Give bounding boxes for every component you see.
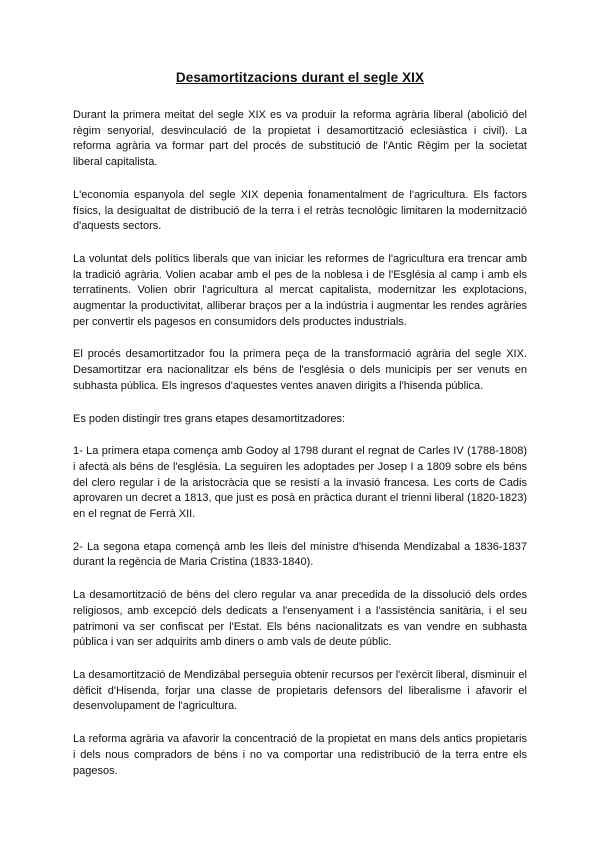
document-body: [73, 108, 527, 796]
paragraph-stages-intro: Es poden distingir tres grans etapes desamortitzadores:: [73, 412, 346, 425]
document-title: Desamortitzacions durant el segle XIX: [175, 70, 425, 85]
paragraph-clergy-assets: La desamortització de béns del clero regular va anar precedida de la dissolució dels ordes religiosos, amb excepció dels dedicats a l'ensenyament i a l'assistència sanitària, i el seu patrimoni va ser confiscat per l'Estat. Els béns nacionalitzats es van vendre en subhasta pública i van ser adquirits amb diners o amb vals de deute públic.: [73, 589, 527, 649]
paragraph-intro: Durant la primera meitat del segle XIX es va produir la reforma agrària liberal (abolició del règim senyorial, desvinculació de la propietat i desamortització eclesiàstica i civil). La reforma agrària va formar part del procés de substitució de l'Antic Règim per la societat liberal capitalista.: [73, 109, 527, 169]
paragraph-second-stage: 2- La segona etapa començà amb les lleis del ministre d'hisenda Mendizabal a 1836-1837 durant la regència de Maria Cristina (1833-1840).: [73, 540, 527, 569]
paragraph-liberal-politics: La voluntat dels polítics liberals que van iniciar les reformes de l'agricultura era trencar amb la tradició agrària. Volien acabar amb el pes de la noblesa i de l'Església al camp i amb els terratinents. Volien obrir l'agricultura al mercat capitalista, modernitzar les explotacions, augmentar la productivitat, alliberar braços per a la indústria i augmentar les rendes agràries per convertir els pagesos en consumidors dels productes industrials.: [73, 252, 527, 328]
paragraph-economy: L'economia espanyola del segle XIX depenia fonamentalment de l'agricultura. Els factors físics, la desigualtat de distribució de la terra i el retràs tecnològic limitaren la modernització d'aquests sectors.: [73, 188, 527, 233]
paragraph-first-stage: 1- La primera etapa comença amb Godoy al 1798 durant el regnat de Carles IV (1788-1808) i afectà als béns de l'església. La seguiren les adoptades per Josep I a 1809 sobre els béns del clero regular i de la aristocràcia que se resistí a la invasió francesa. Les corts de Cadis aprovaren un decret a 1813, que just es posà en pràctica durant el trienni liberal (1820-1823) en el regnat de Ferrà XII.: [73, 445, 527, 521]
paragraph-mendizabal-goals: La desamortització de Mendizábal perseguia obtenir recursos per l'exèrcit liberal, disminuir el dèficit d'Hisenda, forjar una classe de propietaris defensors del liberalisme i afavorir el desenvolupament de l'agricultura.: [73, 668, 527, 713]
paragraph-conclusion: La reforma agrària va afavorir la concentració de la propietat en mans dels antics propietaris i dels nous compradors de béns i no va comportar una redistribució de la terra entre els pagesos.: [73, 733, 527, 777]
paragraph-desamortization-process: El procés desamortitzador fou la primera peça de la transformació agrària del segle XIX. Desamortitzar era nacionalitzar els béns de l'església o dels municipis per ser venuts en subhasta pública. Els ingresos d'aquestes ventes anaven dirigits a l'hisenda pública.: [73, 348, 527, 392]
